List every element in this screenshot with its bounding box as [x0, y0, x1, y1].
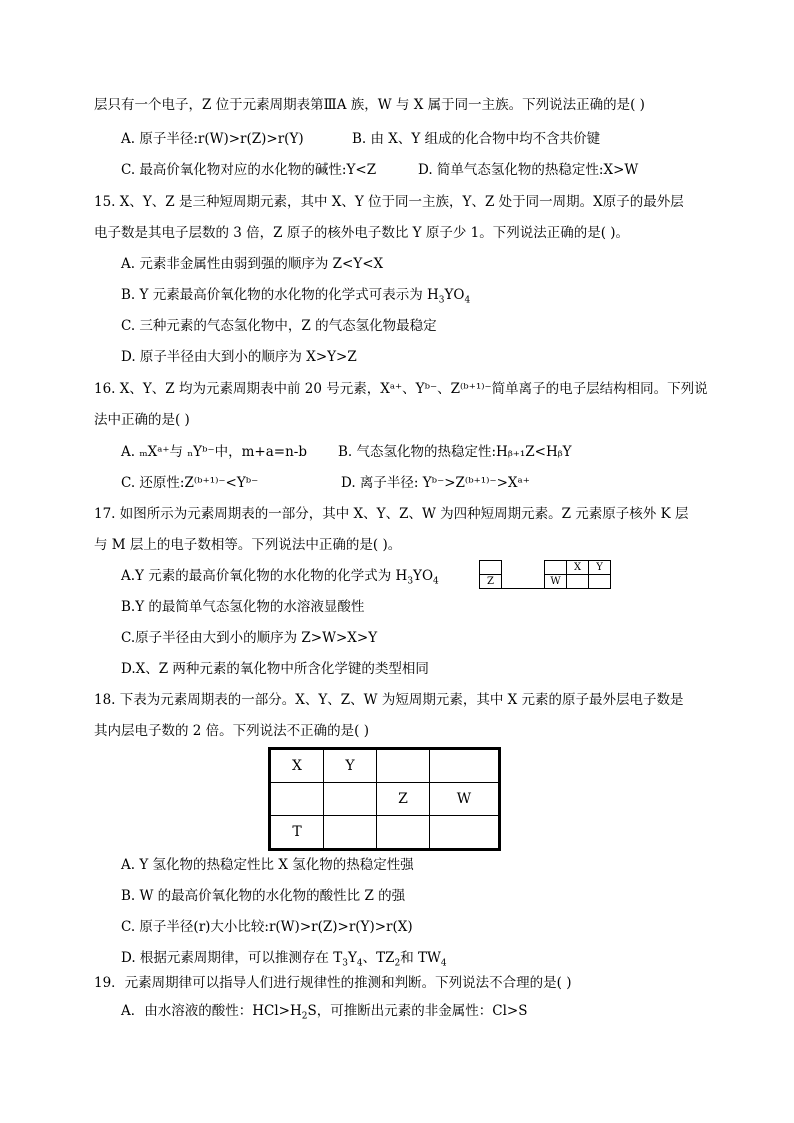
q15-stem-line1: 15. X、Y、Z 是三种短周期元素，其中 X、Y 位于同一主族，Y、Z 处于同一周期。X原子的最外层 — [94, 194, 684, 210]
q17-option-a: A.Y 元素的最高价氧化物的水化物的化学式为 $H_3YO_4$ — [121, 568, 439, 587]
q18-cell-y: Y — [324, 749, 377, 783]
q16-stem-line2: 法中正确的是( ) — [94, 412, 190, 428]
q18-stem-line1: 18. 下表为元素周期表的一部分。X、Y、Z、W 为短周期元素，其中 X 元素的原子最外层电子数是 — [94, 692, 684, 708]
q18-option-d: D. 根据元素周期律，可以推测存在 $T_3Y_4$、$TZ_2$和 $TW_4$ — [121, 950, 447, 969]
q18-cell-empty — [324, 783, 377, 816]
q17-cell-x: X — [567, 561, 589, 575]
q18-cell-z: Z — [377, 783, 430, 816]
q16-option-c: C. 还原性:Z⁽ᵇ⁺¹⁾⁻<Yᵇ⁻ — [121, 475, 259, 491]
q18-stem-line2: 其内层电子数的 2 倍。下列说法不正确的是( ) — [94, 723, 369, 739]
q18-cell-empty — [377, 816, 430, 850]
q17-cell-empty — [480, 561, 502, 575]
q17-periodic-table-fragment — [479, 560, 611, 589]
q17-option-d: D.X、Z 两种元素的氧化物中所含化学键的类型相同 — [121, 661, 429, 677]
q15-stem-line2: 电子数是其电子层数的 3 倍，Z 原子的核外电子数比 Y 原子少 1。下列说法正确的是( )。 — [94, 225, 630, 241]
q16-option-a: A. ₘXᵃ⁺与 ₙYᵇ⁻中，m+a=n-b — [121, 444, 307, 460]
q18-option-b: B. W 的最高价氧化物的水化物的酸性比 Z 的强 — [121, 888, 406, 904]
q14-stem-tail: 层只有一个电子，Z 位于元素周期表第ⅢA 族，W 与 X 属于同一主族。下列说法正确的是( ) — [94, 97, 645, 113]
q18-cell-empty — [430, 749, 500, 783]
q15-option-c: C. 三种元素的气态氢化物中，Z 的气态氢化物最稳定 — [121, 318, 437, 334]
q17-option-b: B.Y 的最简单气态氢化物的水溶液显酸性 — [121, 599, 365, 615]
q18-periodic-table-fragment — [268, 747, 501, 851]
q14-option-d: D. 简单气态氢化物的热稳定性:X>W — [418, 162, 639, 178]
q17-cell-w: W — [545, 575, 567, 589]
q15-option-b: B. Y 元素最高价氧化物的水化物的化学式可表示为 $H_3YO_4$ — [121, 287, 471, 306]
q17-option-c: C.原子半径由大到小的顺序为 Z>W>X>Y — [121, 630, 378, 646]
q18-cell-w: W — [430, 783, 500, 816]
q15-option-a: A. 元素非金属性由弱到强的顺序为 Z<Y<X — [121, 256, 384, 272]
q16-option-b: B. 气态氢化物的热稳定性:Hᵦ₊₁Z<HᵦY — [338, 444, 572, 460]
q17-cell-y: Y — [589, 561, 611, 575]
q16-stem-line1: 16. X、Y、Z 均为元素周期表中前 20 号元素，Xᵃ⁺、Yᵇ⁻、Z⁽ᵇ⁺¹⁾⁻简单离子的电子层结构相同。下列说 — [94, 381, 708, 397]
q17-stem-line1: 17. 如图所示为元素周期表的一部分，其中 X、Y、Z、W 为四种短周期元素。Z 元素原子核外 K 层 — [94, 506, 689, 522]
q17-cell-empty — [567, 575, 589, 589]
q18-cell-empty — [270, 783, 324, 816]
q14-option-c: C. 最高价氧化物对应的水化物的碱性:Y<Z — [121, 162, 377, 178]
q17-cell-z: Z — [480, 575, 502, 589]
q18-option-c: C. 原子半径(r)大小比较:r(W)>r(Z)>r(Y)>r(X) — [121, 919, 413, 935]
q14-option-b: B. 由 X、Y 组成的化合物中均不含共价键 — [352, 131, 601, 147]
q15-option-d: D. 原子半径由大到小的顺序为 X>Y>Z — [121, 349, 357, 365]
q18-cell-x: X — [270, 749, 324, 783]
q17-cell-empty — [589, 575, 611, 589]
q18-option-a: A. Y 氢化物的热稳定性比 X 氢化物的热稳定性强 — [121, 857, 414, 873]
q17-stem-line2: 与 M 层上的电子数相等。下列说法中正确的是( )。 — [94, 537, 402, 553]
q18-cell-empty — [377, 749, 430, 783]
q16-option-d: D. 离子半径: Yᵇ⁻>Z⁽ᵇ⁺¹⁾⁻>Xᵃ⁺ — [341, 475, 530, 491]
q14-option-a: A. 原子半径:r(W)>r(Z)>r(Y) — [121, 131, 304, 147]
q18-cell-t: T — [270, 816, 324, 850]
q19-stem-line1: 19．元素周期律可以指导人们进行规律性的推测和判断。下列说法不合理的是( ) — [94, 975, 572, 991]
q18-cell-empty — [324, 816, 377, 850]
q17-cell-empty — [545, 561, 567, 575]
q19-option-a: A．由水溶液的酸性：$HCl>H_2S$，可推断出元素的非金属性：Cl>S — [121, 1003, 528, 1022]
q18-cell-empty — [430, 816, 500, 850]
